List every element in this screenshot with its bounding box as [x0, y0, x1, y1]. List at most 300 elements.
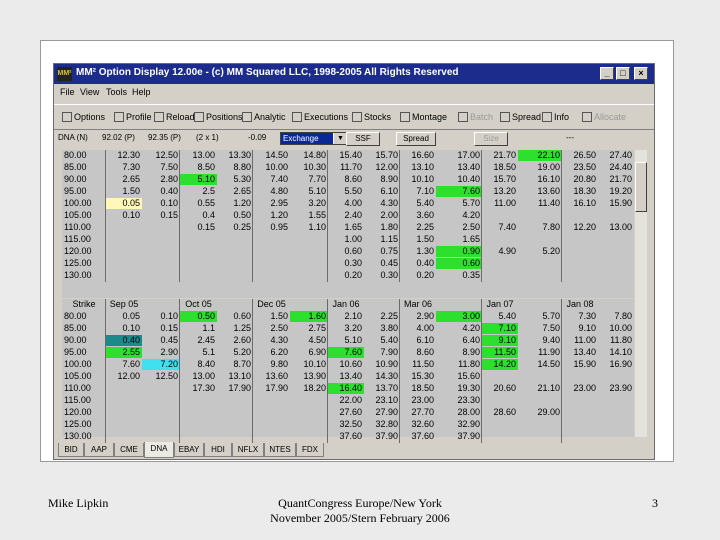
bid-cell[interactable]: [562, 371, 598, 382]
bid-cell[interactable]: 0.40: [416, 258, 434, 268]
bid-cell[interactable]: 7.40: [270, 174, 288, 184]
tab-ebay[interactable]: EBAY: [174, 443, 204, 457]
bid-cell[interactable]: 23.50: [573, 162, 596, 172]
ask-cell[interactable]: 2.00: [380, 210, 398, 220]
bid-cell[interactable]: 14.50: [265, 150, 288, 160]
bid-cell[interactable]: 0.95: [270, 222, 288, 232]
toolbar-info-button[interactable]: [542, 108, 569, 126]
bid-cell[interactable]: [253, 407, 290, 418]
ask-cell[interactable]: 10.30: [303, 162, 326, 172]
bid-cell[interactable]: 0.15: [197, 222, 215, 232]
bid-cell[interactable]: 26.50: [573, 150, 596, 160]
ask-cell[interactable]: 1.65: [462, 234, 480, 244]
bid-cell[interactable]: [253, 270, 290, 281]
ask-cell[interactable]: 10.40: [457, 174, 480, 184]
bid-cell[interactable]: [253, 246, 290, 257]
ask-cell[interactable]: 19.20: [609, 186, 632, 196]
ask-cell[interactable]: 1.15: [380, 234, 398, 244]
bid-cell[interactable]: 18.50: [411, 383, 434, 393]
ask-cell[interactable]: 4.30: [380, 198, 398, 208]
bid-cell[interactable]: 13.40: [573, 347, 596, 357]
bid-cell[interactable]: [562, 246, 598, 257]
expiry-header[interactable]: [217, 299, 253, 310]
bid-cell[interactable]: 6.20: [270, 347, 288, 357]
bid-cell[interactable]: 2.95: [270, 198, 288, 208]
ask-cell[interactable]: 15.90: [609, 198, 632, 208]
ask-cell[interactable]: [518, 234, 562, 245]
bid-cell[interactable]: 2.90: [416, 311, 434, 321]
ask-cell[interactable]: 5.40: [380, 335, 398, 345]
ask-cell[interactable]: [518, 419, 562, 430]
ask-cell[interactable]: [518, 210, 562, 221]
bid-cell[interactable]: 11.50: [482, 347, 518, 358]
expiry-header[interactable]: [598, 299, 634, 310]
bid-cell[interactable]: 2.45: [197, 335, 215, 345]
toolbar-spread-button[interactable]: [500, 108, 541, 126]
bid-cell[interactable]: 18.50: [493, 162, 516, 172]
toolbar-profile-button[interactable]: [114, 108, 152, 126]
toolbar-executions-button[interactable]: [292, 108, 348, 126]
bid-cell[interactable]: 15.70: [493, 174, 516, 184]
ask-cell[interactable]: [217, 234, 253, 245]
bid-cell[interactable]: [562, 419, 598, 430]
bid-cell[interactable]: 15.90: [573, 359, 596, 369]
ask-cell[interactable]: [217, 246, 253, 257]
tab-hdi[interactable]: HDI: [204, 443, 232, 457]
ask-cell[interactable]: 5.30: [233, 174, 251, 184]
ask-cell[interactable]: 1.20: [233, 198, 251, 208]
ask-cell[interactable]: [518, 371, 562, 382]
bid-cell[interactable]: 0.4: [202, 210, 215, 220]
ask-cell[interactable]: [217, 431, 253, 442]
bid-cell[interactable]: [562, 395, 598, 406]
bid-cell[interactable]: 32.50: [339, 419, 362, 429]
ask-cell[interactable]: 7.70: [308, 174, 326, 184]
ask-cell[interactable]: 5.20: [233, 347, 251, 357]
bid-cell[interactable]: 1.50: [416, 234, 434, 244]
ask-cell[interactable]: [142, 222, 180, 233]
bid-cell[interactable]: [253, 395, 290, 406]
ask-cell[interactable]: 4.50: [308, 335, 326, 345]
toolbar-analytic-button[interactable]: [242, 108, 286, 126]
bid-cell[interactable]: [253, 419, 290, 430]
bid-cell[interactable]: [253, 234, 290, 245]
ask-cell[interactable]: 14.10: [609, 347, 632, 357]
ask-cell[interactable]: 22.10: [518, 150, 562, 161]
bid-cell[interactable]: 5.10: [180, 174, 217, 185]
tab-dna[interactable]: DNA: [144, 442, 174, 458]
bid-cell[interactable]: 12.30: [117, 150, 140, 160]
bid-cell[interactable]: 7.10: [482, 323, 518, 334]
ask-cell[interactable]: 0.90: [436, 246, 482, 257]
ask-cell[interactable]: [142, 234, 180, 245]
bid-cell[interactable]: [253, 431, 290, 442]
ask-cell[interactable]: [598, 431, 634, 442]
toolbar-options-button[interactable]: [62, 108, 105, 126]
ask-cell[interactable]: 13.40: [457, 162, 480, 172]
ask-cell[interactable]: 2.80: [160, 174, 178, 184]
ask-cell[interactable]: [518, 258, 562, 269]
size-button[interactable]: Size: [474, 132, 508, 146]
bid-cell[interactable]: [562, 431, 598, 442]
bid-cell[interactable]: 15.30: [411, 371, 434, 381]
ask-cell[interactable]: 2.90: [160, 347, 178, 357]
bid-cell[interactable]: 1.65: [344, 222, 362, 232]
toolbar-batch-button[interactable]: [458, 108, 493, 126]
ask-cell[interactable]: 27.40: [609, 150, 632, 160]
bid-cell[interactable]: [482, 371, 518, 382]
bid-cell[interactable]: 0.40: [106, 335, 142, 346]
scrollbar-thumb[interactable]: [635, 162, 647, 212]
bid-cell[interactable]: 7.30: [578, 311, 596, 321]
bid-cell[interactable]: [482, 258, 518, 269]
ask-cell[interactable]: [518, 270, 562, 281]
ask-cell[interactable]: 14.80: [303, 150, 326, 160]
bid-cell[interactable]: 0.10: [122, 323, 140, 333]
bid-cell[interactable]: [106, 407, 142, 418]
ask-cell[interactable]: 7.50: [542, 323, 560, 333]
ask-cell[interactable]: [290, 234, 328, 245]
bid-cell[interactable]: 2.65: [122, 174, 140, 184]
ask-cell[interactable]: 2.65: [233, 186, 251, 196]
ask-cell[interactable]: 13.30: [228, 150, 251, 160]
ask-cell[interactable]: 1.60: [290, 311, 328, 322]
close-button[interactable]: ×: [634, 67, 648, 80]
ask-cell[interactable]: 11.80: [610, 335, 632, 345]
ask-cell[interactable]: [598, 258, 634, 269]
ask-cell[interactable]: 11.90: [538, 347, 560, 357]
bid-cell[interactable]: 0.05: [122, 311, 140, 321]
ask-cell[interactable]: [142, 395, 180, 406]
ask-cell[interactable]: 37.90: [375, 431, 398, 441]
bid-cell[interactable]: [180, 234, 217, 245]
ask-cell[interactable]: 29.00: [537, 407, 560, 417]
ask-cell[interactable]: [598, 395, 634, 406]
bid-cell[interactable]: 12.00: [117, 371, 140, 381]
ask-cell[interactable]: 13.00: [609, 222, 632, 232]
ask-cell[interactable]: [598, 371, 634, 382]
ask-cell[interactable]: [217, 419, 253, 430]
tab-ntes[interactable]: NTES: [264, 443, 296, 457]
ask-cell[interactable]: [142, 258, 180, 269]
ask-cell[interactable]: 37.90: [457, 431, 480, 441]
bid-cell[interactable]: [482, 419, 518, 430]
ask-cell[interactable]: 5.10: [308, 186, 326, 196]
bid-cell[interactable]: [562, 270, 598, 281]
ask-cell[interactable]: 2.50: [462, 222, 480, 232]
ask-cell[interactable]: 13.70: [375, 383, 398, 393]
bid-cell[interactable]: 1.20: [270, 210, 288, 220]
ask-cell[interactable]: 10.10: [303, 359, 326, 369]
bid-cell[interactable]: 13.00: [192, 371, 215, 381]
bid-cell[interactable]: 7.60: [122, 359, 140, 369]
ask-cell[interactable]: 13.10: [228, 371, 251, 381]
ask-cell[interactable]: 32.80: [375, 419, 398, 429]
ask-cell[interactable]: [290, 246, 328, 257]
bid-cell[interactable]: 7.60: [328, 347, 364, 358]
bid-cell[interactable]: [482, 270, 518, 281]
bid-cell[interactable]: 5.10: [344, 335, 362, 345]
bid-cell[interactable]: 1.00: [344, 234, 362, 244]
ask-cell[interactable]: 0.10: [160, 198, 178, 208]
ask-cell[interactable]: 19.00: [537, 162, 560, 172]
ask-cell[interactable]: [217, 407, 253, 418]
ask-cell[interactable]: 14.50: [537, 359, 560, 369]
ask-cell[interactable]: 1.80: [380, 222, 398, 232]
expiry-header[interactable]: Jan 08: [566, 299, 594, 309]
bid-cell[interactable]: 0.55: [197, 198, 215, 208]
bid-cell[interactable]: 13.60: [265, 371, 288, 381]
ask-cell[interactable]: 11.80: [458, 359, 480, 369]
bid-cell[interactable]: [180, 270, 217, 281]
ask-cell[interactable]: [290, 395, 328, 406]
bid-cell[interactable]: 18.30: [573, 186, 596, 196]
bid-cell[interactable]: 4.00: [344, 198, 362, 208]
ask-cell[interactable]: 0.60: [233, 311, 251, 321]
expiry-header[interactable]: [290, 299, 328, 310]
bid-cell[interactable]: 27.70: [411, 407, 434, 417]
ask-cell[interactable]: 32.90: [457, 419, 480, 429]
tab-aap[interactable]: AAP: [84, 443, 114, 457]
menu-file[interactable]: File: [60, 87, 75, 97]
bid-cell[interactable]: 12.20: [573, 222, 596, 232]
bid-cell[interactable]: 2.10: [344, 311, 362, 321]
bid-cell[interactable]: [180, 258, 217, 269]
ask-cell[interactable]: 2.75: [308, 323, 326, 333]
ask-cell[interactable]: 8.80: [233, 162, 251, 172]
toolbar-stocks-button[interactable]: [352, 108, 391, 126]
ask-cell[interactable]: 17.00: [457, 150, 480, 160]
ask-cell[interactable]: 15.60: [457, 371, 480, 381]
ask-cell[interactable]: [142, 407, 180, 418]
toolbar-reload-button[interactable]: [154, 108, 195, 126]
spread-button[interactable]: Spread: [396, 132, 436, 146]
ask-cell[interactable]: [142, 419, 180, 430]
bid-cell[interactable]: 2.5: [202, 186, 215, 196]
ask-cell[interactable]: 1.55: [308, 210, 326, 220]
bid-cell[interactable]: 10.10: [411, 174, 434, 184]
vertical-scrollbar[interactable]: [635, 150, 647, 437]
bid-cell[interactable]: [562, 407, 598, 418]
bid-cell[interactable]: 28.60: [493, 407, 516, 417]
bid-cell[interactable]: [180, 431, 217, 442]
ask-cell[interactable]: 16.90: [609, 359, 632, 369]
ask-cell[interactable]: 7.80: [542, 222, 560, 232]
menu-view[interactable]: View: [80, 87, 100, 97]
ask-cell[interactable]: 15.70: [375, 150, 398, 160]
bid-cell[interactable]: 2.55: [106, 347, 142, 358]
bid-cell[interactable]: 9.10: [578, 323, 596, 333]
ask-cell[interactable]: [598, 270, 634, 281]
ask-cell[interactable]: 7.60: [436, 186, 482, 197]
ask-cell[interactable]: 17.90: [228, 383, 251, 393]
toolbar-montage-button[interactable]: [400, 108, 447, 126]
bid-cell[interactable]: 15.40: [339, 150, 362, 160]
ask-cell[interactable]: 2.60: [233, 335, 251, 345]
bid-cell[interactable]: [253, 258, 290, 269]
bid-cell[interactable]: 1.50: [122, 186, 140, 196]
bid-cell[interactable]: 7.10: [416, 186, 434, 196]
bid-cell[interactable]: 13.10: [411, 162, 434, 172]
bid-cell[interactable]: 6.10: [416, 335, 434, 345]
bid-cell[interactable]: 4.00: [416, 323, 434, 333]
ask-cell[interactable]: 8.90: [380, 174, 398, 184]
bid-cell[interactable]: 2.50: [270, 323, 288, 333]
bid-cell[interactable]: 8.60: [416, 347, 434, 357]
bid-cell[interactable]: 16.10: [573, 198, 596, 208]
bid-cell[interactable]: 9.80: [270, 359, 288, 369]
ask-cell[interactable]: 14.30: [375, 371, 398, 381]
bid-cell[interactable]: 13.20: [493, 186, 516, 196]
ask-cell[interactable]: 6.40: [462, 335, 480, 345]
bid-cell[interactable]: [106, 258, 142, 269]
ask-cell[interactable]: 0.15: [160, 323, 178, 333]
ask-cell[interactable]: [217, 395, 253, 406]
ask-cell[interactable]: [142, 270, 180, 281]
ask-cell[interactable]: 28.00: [457, 407, 480, 417]
ask-cell[interactable]: 10.00: [609, 323, 632, 333]
ask-cell[interactable]: [217, 258, 253, 269]
bid-cell[interactable]: [106, 395, 142, 406]
bid-cell[interactable]: 4.30: [270, 335, 288, 345]
ask-cell[interactable]: [290, 407, 328, 418]
bid-cell[interactable]: 1.1: [202, 323, 215, 333]
toolbar-allocate-button[interactable]: [582, 108, 626, 126]
ask-cell[interactable]: 8.70: [233, 359, 251, 369]
ask-cell[interactable]: 4.20: [462, 323, 480, 333]
bid-cell[interactable]: 13.40: [339, 371, 362, 381]
ask-cell[interactable]: [290, 419, 328, 430]
ask-cell[interactable]: 21.70: [609, 174, 632, 184]
bid-cell[interactable]: 2.25: [416, 222, 434, 232]
ask-cell[interactable]: 0.40: [160, 186, 178, 196]
ask-cell[interactable]: [598, 407, 634, 418]
ask-cell[interactable]: [142, 431, 180, 442]
bid-cell[interactable]: [106, 431, 142, 442]
ask-cell[interactable]: 3.20: [308, 198, 326, 208]
bid-cell[interactable]: 11.70: [340, 162, 362, 172]
bid-cell[interactable]: [180, 395, 217, 406]
bid-cell[interactable]: [106, 222, 142, 233]
bid-cell[interactable]: [180, 407, 217, 418]
bid-cell[interactable]: 20.60: [493, 383, 516, 393]
bid-cell[interactable]: 14.20: [482, 359, 518, 370]
bid-cell[interactable]: 7.30: [122, 162, 140, 172]
bid-cell[interactable]: [482, 395, 518, 406]
bid-cell[interactable]: 10.00: [265, 162, 288, 172]
ask-cell[interactable]: 8.90: [462, 347, 480, 357]
ask-cell[interactable]: 0.60: [436, 258, 482, 269]
bid-cell[interactable]: [562, 258, 598, 269]
ask-cell[interactable]: [142, 383, 180, 394]
bid-cell[interactable]: [482, 234, 518, 245]
bid-cell[interactable]: 23.00: [573, 383, 596, 393]
ask-cell[interactable]: 23.30: [457, 395, 480, 405]
ask-cell[interactable]: 23.90: [609, 383, 632, 393]
ask-cell[interactable]: [518, 431, 562, 442]
bid-cell[interactable]: 13.00: [192, 150, 215, 160]
exchange-dropdown[interactable]: [280, 132, 348, 145]
bid-cell[interactable]: 11.00: [494, 198, 516, 208]
maximize-button[interactable]: □: [616, 67, 630, 80]
bid-cell[interactable]: 4.90: [498, 246, 516, 256]
tab-bid[interactable]: BID: [58, 443, 84, 457]
menu-tools[interactable]: Tools: [106, 87, 128, 97]
ask-cell[interactable]: 7.80: [614, 311, 632, 321]
bid-cell[interactable]: 17.90: [265, 383, 288, 393]
ask-cell[interactable]: 1.25: [233, 323, 251, 333]
bid-cell[interactable]: 3.60: [416, 210, 434, 220]
bid-cell[interactable]: 11.50: [412, 359, 434, 369]
bid-cell[interactable]: 5.1: [202, 347, 215, 357]
bid-cell[interactable]: 8.60: [344, 174, 362, 184]
expiry-header[interactable]: [518, 299, 562, 310]
bid-cell[interactable]: 2.40: [344, 210, 362, 220]
ask-cell[interactable]: 0.75: [380, 246, 398, 256]
ask-cell[interactable]: [598, 210, 634, 221]
ssf-button[interactable]: SSF: [346, 132, 380, 146]
bid-cell[interactable]: 37.60: [339, 431, 362, 441]
ask-cell[interactable]: 0.15: [160, 210, 178, 220]
ask-cell[interactable]: 0.25: [233, 222, 251, 232]
bid-cell[interactable]: 22.00: [339, 395, 362, 405]
bid-cell[interactable]: 32.60: [411, 419, 434, 429]
bid-cell[interactable]: 8.50: [197, 162, 215, 172]
ask-cell[interactable]: 0.35: [462, 270, 480, 280]
bid-cell[interactable]: [106, 246, 142, 257]
bid-cell[interactable]: 0.10: [122, 210, 140, 220]
ask-cell[interactable]: 7.50: [160, 162, 178, 172]
ask-cell[interactable]: 24.40: [609, 162, 632, 172]
ask-cell[interactable]: [290, 431, 328, 442]
ask-cell[interactable]: 27.90: [375, 407, 398, 417]
bid-cell[interactable]: [106, 234, 142, 245]
ask-cell[interactable]: 13.60: [537, 186, 560, 196]
ask-cell[interactable]: 2.25: [380, 311, 398, 321]
ask-cell[interactable]: 12.50: [155, 150, 178, 160]
bid-cell[interactable]: 4.80: [270, 186, 288, 196]
expiry-header[interactable]: Jan 07: [486, 299, 514, 309]
ask-cell[interactable]: [598, 234, 634, 245]
expiry-header[interactable]: Sep 05: [109, 299, 139, 309]
chevron-down-icon[interactable]: ▼: [334, 133, 347, 144]
ask-cell[interactable]: 10.90: [375, 359, 398, 369]
ask-cell[interactable]: 5.20: [542, 246, 560, 256]
toolbar-positions-button[interactable]: [194, 108, 243, 126]
bid-cell[interactable]: [562, 210, 598, 221]
expiry-header[interactable]: [142, 299, 180, 310]
bid-cell[interactable]: 1.50: [270, 311, 288, 321]
bid-cell[interactable]: 17.30: [192, 383, 215, 393]
minimize-button[interactable]: _: [600, 67, 614, 80]
bid-cell[interactable]: 21.70: [493, 150, 516, 160]
ask-cell[interactable]: 0.30: [380, 270, 398, 280]
ask-cell[interactable]: 23.10: [375, 395, 398, 405]
ask-cell[interactable]: [217, 270, 253, 281]
ask-cell[interactable]: 0.50: [233, 210, 251, 220]
ask-cell[interactable]: 3.00: [436, 311, 482, 322]
ask-cell[interactable]: 4.20: [462, 210, 480, 220]
bid-cell[interactable]: 11.00: [574, 335, 596, 345]
ask-cell[interactable]: 1.10: [308, 222, 326, 232]
bid-cell[interactable]: 23.00: [411, 395, 434, 405]
title-bar[interactable]: [54, 64, 654, 84]
bid-cell[interactable]: 20.80: [573, 174, 596, 184]
ask-cell[interactable]: 3.80: [380, 323, 398, 333]
expiry-header[interactable]: Mar 06: [403, 299, 432, 309]
ask-cell[interactable]: [598, 246, 634, 257]
bid-cell[interactable]: 37.60: [411, 431, 434, 441]
